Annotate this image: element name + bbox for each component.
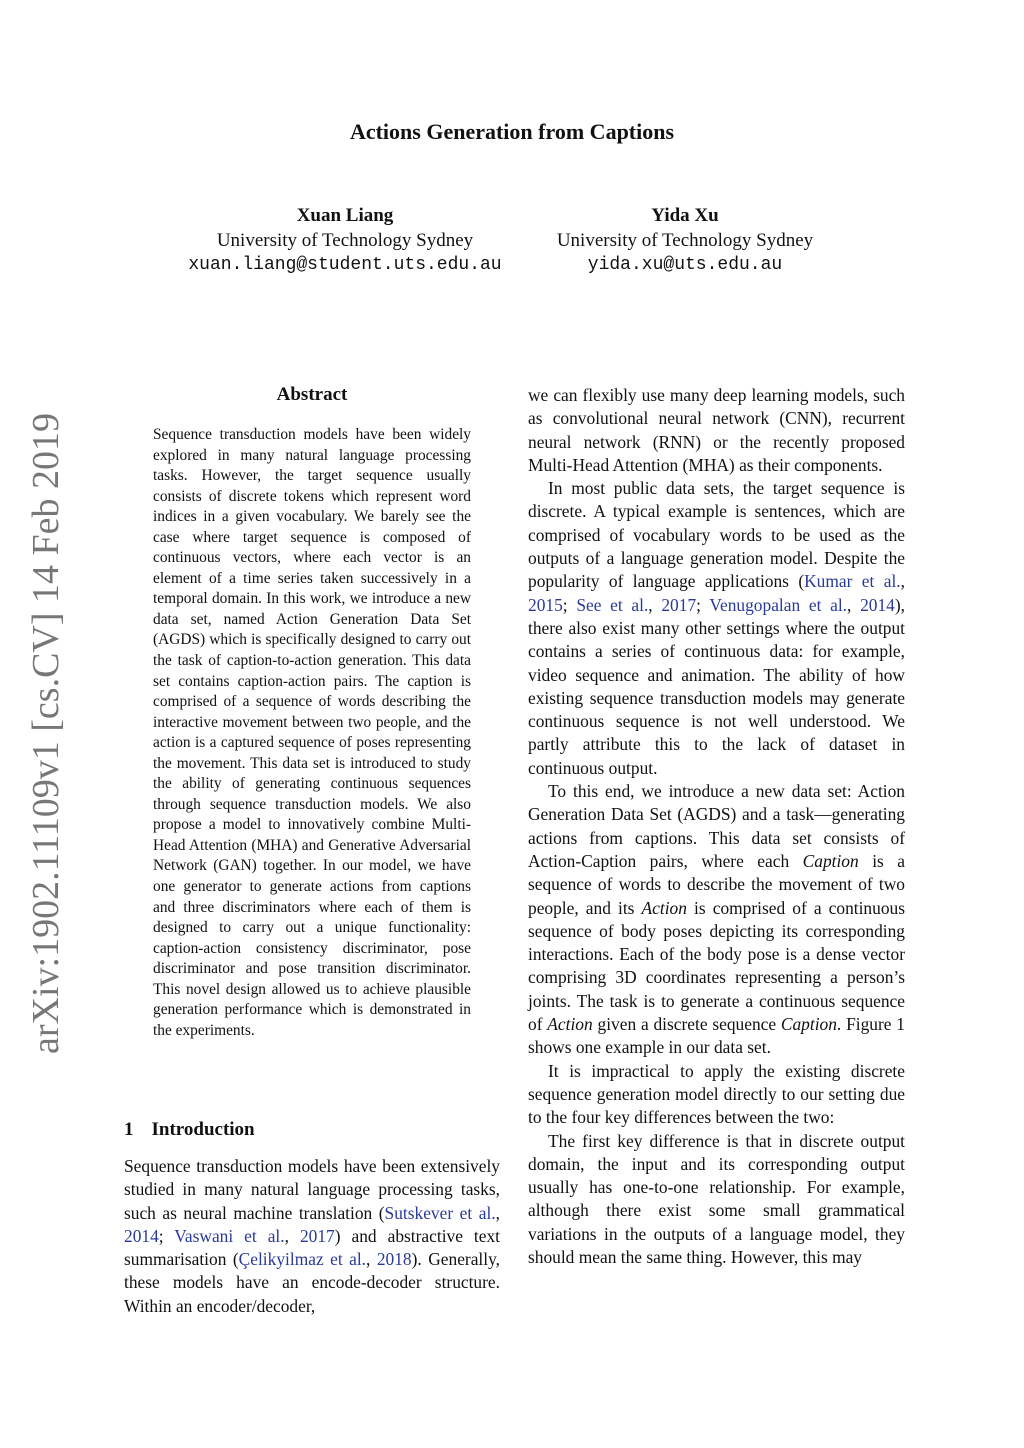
citation-link[interactable]: Çelikyilmaz et al. bbox=[238, 1249, 367, 1270]
citation-link[interactable]: Sutskever et al. bbox=[384, 1202, 496, 1223]
citation-link[interactable]: 2014 bbox=[124, 1225, 159, 1246]
citation-link[interactable]: 2014 bbox=[860, 594, 895, 615]
citation-link[interactable]: 2017 bbox=[299, 1225, 335, 1246]
intro-paragraph: Sequence transduction models have been extensively studied in many natural language processing tasks, such as neural machine translation (Sutskever et al., 2014; Vaswani et al., 2017) and abstractive text summarisation (Çelikyilmaz et al., 2018). Generally, these models have an encode-decoder structure. Within an encoder/decoder, bbox=[124, 1156, 500, 1316]
author-name: Yida Xu bbox=[651, 205, 719, 226]
body-paragraph: It is impractical to apply the existing discrete sequence generation model directly to our setting due to the four key differences between the two: bbox=[528, 1060, 905, 1128]
author-affiliation: University of Technology Sydney bbox=[556, 230, 814, 251]
author-name: Xuan Liang bbox=[296, 205, 394, 226]
section-heading bbox=[124, 1119, 255, 1141]
body-paragraph: In most public data sets, the target sequence is discrete. A typical example is sentences, which are comprised of vocabulary words to be used as the outputs of a language generation model. Despite the popularity of language applications (Kumar et al., 2015; See et al., 2017; Venugopalan et al., 2014), there also exist many other settings where the output contains a series of continuous data: for example, video sequence and animation. The ability of how existing sequence transduction models may generate continuous sequence is not well understood. We partly attribute this to the lack of dataset in continuous output. bbox=[528, 478, 906, 778]
author-email: xuan.liang@student.uts.edu.au bbox=[188, 255, 502, 275]
section-title: Introduction bbox=[151, 1119, 255, 1140]
citation-link[interactable]: 2017 bbox=[661, 594, 697, 615]
intro-right-column bbox=[528, 384, 905, 1269]
body-paragraph: we can flexibly use many deep learning models, such as convolutional neural network (CNN), recurrent neural network (RNN) or the recently proposed Multi-Head Attention (MHA) as their components. bbox=[528, 385, 905, 475]
author-affiliation: University of Technology Sydney bbox=[216, 230, 474, 251]
citation-link[interactable]: Kumar et al. bbox=[804, 571, 901, 592]
arxiv-id: arXiv:1902.11109v1 [cs.CV] 14 Feb 2019 bbox=[25, 412, 67, 1054]
abstract-heading: Abstract bbox=[276, 384, 348, 405]
abstract-text: Sequence transduction models have been widely explored in many natural language processing tasks. However, the target sequence usually consists of discrete tokens which represent word indices in a given vocabulary. We barely see the case where target sequence is composed of continuous vectors, where each vector is an element of a time series taken successively in a temporal domain. In this work, we introduce a new data set, named Action Generation Data Set (AGDS) which is specifically designed to carry out the task of caption-to-action generation. This data set contains caption-action pairs. The caption is comprised of a sequence of words describing the interactive movement between two people, and the action is a captured sequence of poses representing the movement. This data set is introduced to study the ability of generating continuous sequences through sequence transduction models. We also propose a model to innovatively combine Multi-Head Attention (MHA) and Generative Adversarial Network (GAN) together. In our model, we have one generator to generate actions from captions and three discriminators where each of them is designed to carry out a unique functionality: caption-action consistency discriminator, pose discriminator and pose transition discriminator. This novel design allowed us to achieve plausible generation performance which is demonstrated in the experiments. bbox=[153, 426, 471, 1039]
citation-link[interactable]: 2015 bbox=[528, 594, 563, 615]
citation-link[interactable]: See et al. bbox=[576, 594, 649, 615]
citation-link[interactable]: Vaswani et al. bbox=[174, 1225, 285, 1246]
citation-link[interactable]: Venugopalan et al. bbox=[709, 594, 848, 615]
body-paragraph: To this end, we introduce a new data set: Action Generation Data Set (AGDS) and a task—generating actions from captions. This data set consists of Action-Caption pairs, where each Caption is a sequence of words to describe the movement of two people, and its Action is comprised of a continuous sequence of body poses depicting its corresponding interactions. Each of the body pose is a dense vector comprising 3D coordinates representing a person’s joints. The task is to generate a continuous sequence of Action given a discrete sequence Caption. Figure 1 shows one example in our data set. bbox=[528, 781, 906, 1058]
intro-left-column bbox=[124, 1155, 500, 1318]
paper-title: Actions Generation from Captions bbox=[349, 119, 675, 144]
author-email: yida.xu@uts.edu.au bbox=[587, 255, 783, 275]
body-paragraph: The first key difference is that in discrete output domain, the input and its corresponding output usually has one-to-one relationship. For example, although there exist some small grammatical variations in the outputs of a language model, they should mean the same thing. However, this may bbox=[528, 1130, 905, 1267]
author-block bbox=[485, 203, 885, 278]
section-number: 1 bbox=[124, 1119, 134, 1140]
citation-link[interactable]: 2018 bbox=[376, 1249, 412, 1270]
